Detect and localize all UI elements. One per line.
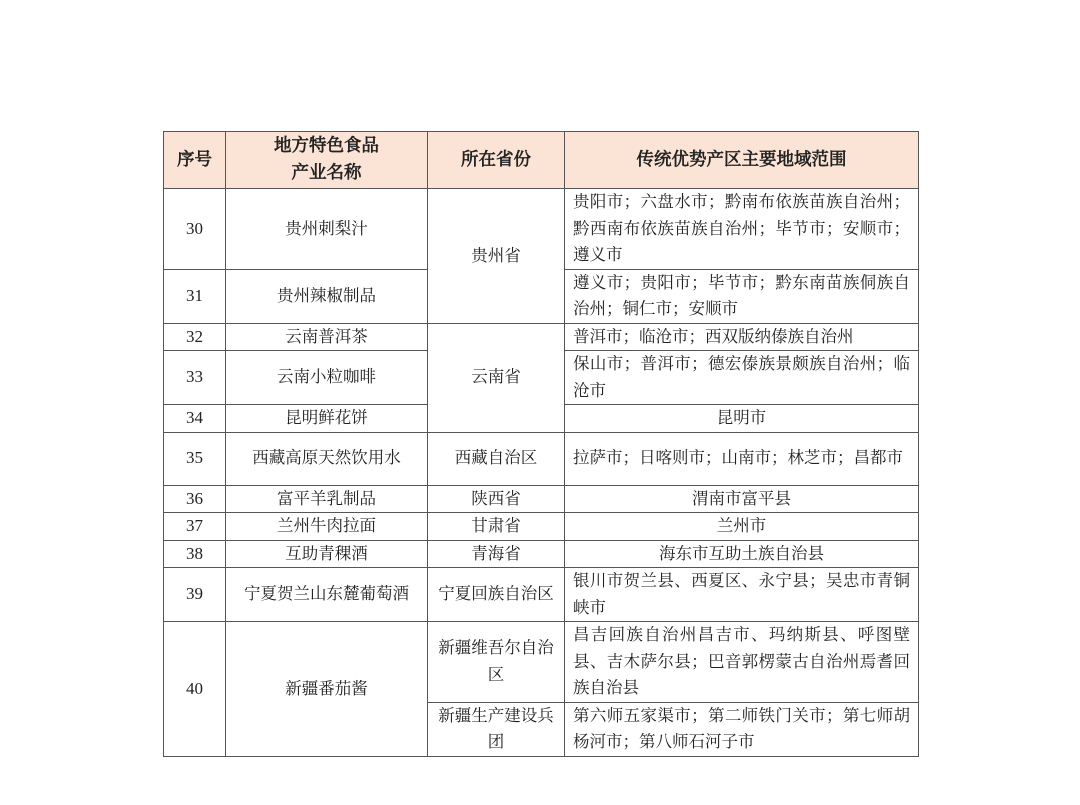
row-no: 36	[164, 485, 226, 513]
table-row	[164, 513, 919, 541]
header-name-line1: 地方特色食品	[274, 136, 379, 156]
row-no: 31	[164, 269, 226, 323]
table-row	[164, 432, 919, 485]
row-province: 贵州省	[428, 189, 565, 324]
row-name: 宁夏贺兰山东麓葡萄酒	[226, 568, 428, 622]
row-province: 西藏自治区	[428, 432, 565, 485]
table-header-row	[164, 132, 919, 189]
row-province: 青海省	[428, 540, 565, 568]
row-no: 39	[164, 568, 226, 622]
header-region: 传统优势产区主要地域范围	[565, 132, 919, 189]
row-name: 富平羊乳制品	[226, 485, 428, 513]
row-name: 云南小粒咖啡	[226, 351, 428, 405]
row-province: 陕西省	[428, 485, 565, 513]
table-row	[164, 189, 919, 270]
row-name: 昆明鲜花饼	[226, 405, 428, 433]
row-region: 遵义市；贵阳市；毕节市；黔东南苗族侗族自治州；铜仁市；安顺市	[565, 269, 919, 323]
row-name: 西藏高原天然饮用水	[226, 432, 428, 485]
header-name-line2: 产业名称	[291, 163, 362, 183]
row-province: 新疆维吾尔自治区	[428, 622, 565, 703]
row-no: 38	[164, 540, 226, 568]
row-no: 34	[164, 405, 226, 433]
table-row	[164, 485, 919, 513]
row-region: 海东市互助土族自治县	[565, 540, 919, 568]
row-no: 35	[164, 432, 226, 485]
food-industry-table	[163, 131, 919, 757]
row-no: 30	[164, 189, 226, 270]
row-province: 甘肃省	[428, 513, 565, 541]
row-name: 贵州辣椒制品	[226, 269, 428, 323]
row-no: 32	[164, 323, 226, 351]
row-region: 兰州市	[565, 513, 919, 541]
header-name	[226, 132, 428, 189]
row-region: 昌吉回族自治州昌吉市、玛纳斯县、呼图壁县、吉木萨尔县；巴音郭楞蒙古自治州焉耆回族自治县	[565, 622, 919, 703]
header-province: 所在省份	[428, 132, 565, 189]
row-region: 保山市；普洱市；德宏傣族景颇族自治州；临沧市	[565, 351, 919, 405]
table-row	[164, 622, 919, 703]
row-no: 40	[164, 622, 226, 757]
row-name: 互助青稞酒	[226, 540, 428, 568]
row-name: 贵州刺梨汁	[226, 189, 428, 270]
row-province: 云南省	[428, 323, 565, 432]
row-region: 拉萨市；日喀则市；山南市；林芝市；昌都市	[565, 432, 919, 485]
row-no: 33	[164, 351, 226, 405]
row-region: 普洱市；临沧市；西双版纳傣族自治州	[565, 323, 919, 351]
row-region: 银川市贺兰县、西夏区、永宁县；吴忠市青铜峡市	[565, 568, 919, 622]
table-row	[164, 540, 919, 568]
table-row	[164, 568, 919, 622]
row-region: 昆明市	[565, 405, 919, 433]
row-region: 贵阳市；六盘水市；黔南布依族苗族自治州；黔西南布依族苗族自治州；毕节市；安顺市；遵义市	[565, 189, 919, 270]
row-province: 宁夏回族自治区	[428, 568, 565, 622]
row-name: 兰州牛肉拉面	[226, 513, 428, 541]
row-no: 37	[164, 513, 226, 541]
table-row	[164, 323, 919, 351]
row-region: 渭南市富平县	[565, 485, 919, 513]
row-name: 新疆番茄酱	[226, 622, 428, 757]
row-name: 云南普洱茶	[226, 323, 428, 351]
row-province: 新疆生产建设兵团	[428, 702, 565, 756]
row-region: 第六师五家渠市；第二师铁门关市；第七师胡杨河市；第八师石河子市	[565, 702, 919, 756]
header-no: 序号	[164, 132, 226, 189]
